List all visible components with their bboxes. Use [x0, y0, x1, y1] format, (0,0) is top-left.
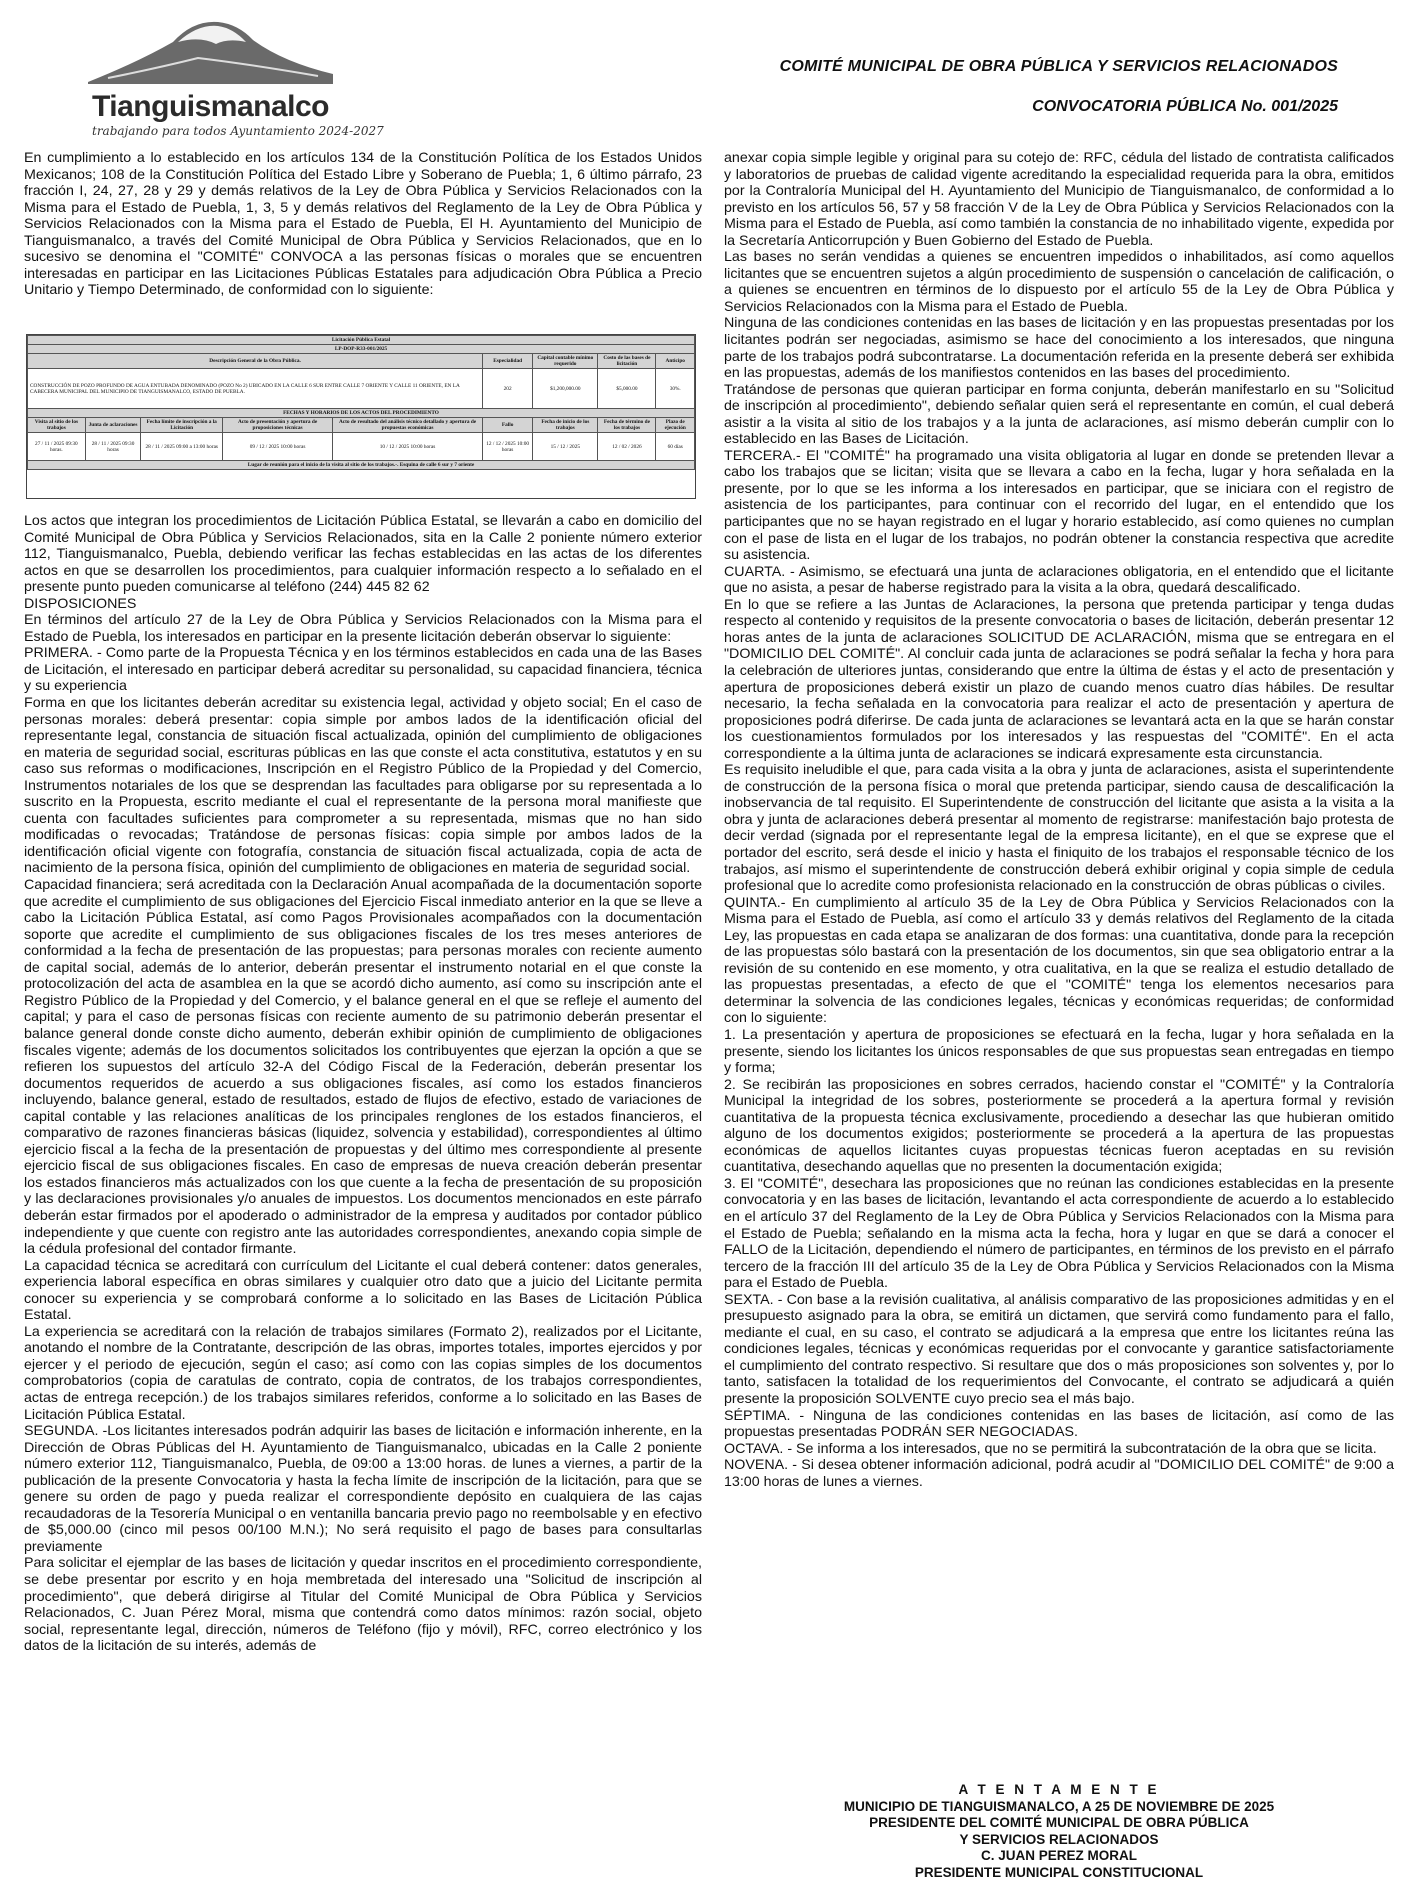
- paragraph: PRIMERA. - Como parte de la Propuesta Técnica y en los términos establecidos en cada una de las Bases de Licitación, el interesado en participar deberá acreditar su personalidad, su capacidad financiera, técnica y su experiencia: [24, 645, 702, 695]
- table-cell: 202: [483, 369, 533, 409]
- table-header-cell: Fecha de inicio de los trabajos: [533, 418, 598, 433]
- table-header-cell: Anticipo: [656, 354, 695, 369]
- table-cell: $5,000.00: [598, 369, 656, 409]
- paragraph: anexar copia simple legible y original para su cotejo de: RFC, cédula del listado de contratista calificados y laboratorios de pruebas de calidad vigente acreditando la especialidad requerida para la obra, emitidos por la Contraloría Municipal del H. Ayuntamiento del Municipio de Tianguismanalco, de conformidad a lo previsto en los artículos 56, 57 y 58 fracción V de la Ley de Obra Pública y Servicios Relacionados con la Misma para el Estado de Puebla, así como también la constancia de no inhabilitado vigente, expedida por la Secretaría Anticorrupción y Buen Gobierno del Estado de Puebla.: [724, 150, 1394, 249]
- paragraph: Ninguna de las condiciones contenidas en las bases de licitación y en las propuestas presentadas por los licitantes podrán ser negociadas, asimismo se hace del conocimiento a los interesados, que ninguna parte de los trabajos podrá subcontratarse. La documentación referida en la presente deberá ser exhibida en las propuestas, además de los manifiestos contenidos en las bases del procedimiento.: [724, 315, 1394, 382]
- table-header-cell: Descripción General de la Obra Pública.: [28, 354, 483, 369]
- logo-tagline: trabajando para todos Ayuntamiento 2024-2027: [92, 124, 384, 138]
- paragraph: Para solicitar el ejemplar de las bases de licitación y quedar inscritos en el procedimiento correspondiente, se debe presentar por escrito y en hoja membretada del interesado una "Solicitud de inscripción al procedimiento", que deberá dirigirse al Titular del Comité Municipal de Obra Pública y Servicios Relacionados, C. Juan Pérez Moral, misma que contendrá como datos mínimos: razón social, objeto social, representante legal, dirección, números de Teléfono (fijo y móvil), RFC, correo electrónico y los datos de la licitación de su interés, además de: [24, 1555, 702, 1655]
- paragraph: Capacidad financiera; será acreditada con la Declaración Anual acompañada de la documentación soporte que acredite el cumplimiento de sus obligaciones del Ejercicio Fiscal inmediato anterior en la que se lleve a cabo la Licitación Pública Estatal, así como Pagos Provisionales acompañados con la documentación soporte que acredite el cumplimiento de sus obligaciones fiscales de los tres meses anteriores de conformidad a la fecha de presentación de las propuestas; para personas morales con reciente aumento de capital social, además de lo anterior, deberán presentar el instrumento notarial en el que conste la protocolización del acta de asamblea en la que se acordó dicho aumento, así como su inscripción ante el Registro Público de la Propiedad y del Comercio, y el balance general en el que se refleje el aumento del capital; y para el caso de personas físicas con reciente aumento de su patrimonio deberán presentar el balance general donde conste dicho aumento, deberán exhibir opinión de cumplimiento de obligaciones fiscales vigente; además de los documentos solicitados los contribuyentes que ejerzan la opción a que se refieren los supuestos del artículo 32-A del Código Fiscal de la Federación, deberán presentar los documentos requeridos de acuerdo a sus obligaciones fiscales, así como los estados financieros incluyendo, balance general, estado de resultados, estado de flujos de efectivo, estado de variaciones de capital contable y las relaciones analíticas de los principales renglones de los estados financieros, el comparativo de razones financieras básicas (liquidez, solvencia y estabilidad), correspondientes al último ejercicio fiscal a la fecha de la presentación de propuestas y del último mes correspondiente al presente ejercicio fiscal de sus obligaciones fiscales. En caso de empresas de nueva creación deberán presentar los estados financieros más actualizados con los que cuente a la fecha de presentación de su proposición y las declaraciones provisionales y/o anuales de impuestos. Los documentos mencionados en este párrafo deberán estar firmados por el apoderado o administrador de la empresa y auditados por contador público independiente y que cuente con registro ante las autoridades correspondientes, anexando copia simple de la cédula profesional del contador firmante.: [24, 877, 702, 1258]
- closing-name: C. JUAN PEREZ MORAL: [980, 1848, 1137, 1863]
- paragraph: Las bases no serán vendidas a quienes se encuentren impedidos o inhabilitados, así como aquellos licitantes que se encuentren sujetos a algún procedimiento de suspensión o cancelación de calificación, o a quienes se encuentren en términos de lo dispuesto por el artículo 55 de la Ley de Obra Pública y Servicios Relacionados con la Misma para el Estado de Puebla.: [724, 249, 1394, 315]
- table-cell: 27 / 11 / 2025 09:30 horas.: [28, 433, 86, 461]
- table-cell: 15 / 12 / 2025: [533, 433, 598, 461]
- table-cell: 30%.: [656, 369, 695, 409]
- paragraph: La experiencia se acreditará con la relación de trabajos similares (Formato 2), realizados por el Licitante, anotando el nombre de la Contratante, descripción de las obras, importes totales, importes ejercidos y por ejercer y el periodo de ejecución, según el caso; así como con las copias simples de los documentos comprobatorios (copia de caratulas de contrato, copia de contratos, de los trabajos correspondientes, actas de entrega recepción.) de los trabajos similares referidos, conforme a lo solicitado en las Bases de Licitación Pública Estatal.: [24, 1323, 702, 1423]
- paragraph: 2. Se recibirán las proposiciones en sobres cerrados, haciendo constar el "COMITÉ" y la Contraloría Municipal la integridad de los sobres, posteriormente se procederá a la apertura formal y revisión cuantitativa de la propuesta técnica exclusivamente, procediendo a desechar las que hubieran omitido alguno de los documentos exigidos; posteriormente se procederá a la apertura de las propuestas económicas de aquellos licitantes cuyas propuestas técnicas fueron aceptadas en su revisión cuantitativa, desechando aquellas que no presenten la documentación exigida;: [724, 1076, 1394, 1176]
- table-header-cell: Especialidad: [483, 354, 533, 369]
- table-cell: 12 / 12 / 2025 10:00 horas: [483, 433, 533, 461]
- closing-role: PRESIDENTE MUNICIPAL CONSTITUCIONAL: [914, 1864, 1204, 1880]
- table-section-title: FECHAS Y HORARIOS DE LOS ACTOS DEL PROCEDIMIENTO: [28, 409, 695, 418]
- table-cell: 09 / 12 / 2025 10:00 horas: [223, 433, 333, 461]
- volcano-logo-icon: [78, 12, 338, 92]
- table-code: LP-DOP-R33-001/2025: [28, 345, 695, 354]
- paragraph: Forma en que los licitantes deberán acreditar su existencia legal, actividad y objeto social; En el caso de personas morales: deberá presentar: copia simple por ambos lados de la identificación oficial del representante legal, constancia de situación fiscal actualizada, opinión del cumplimiento de obligaciones en materia de seguridad social, escrituras públicas en las que conste el acta constitutiva, estatutos y en su caso sus reformas o modificaciones, Inscripción en el Registro Público de la Propiedad y del Comercio, Instrumentos notariales de los que se desprendan las facultades para obligarse por su representada a lo suscrito en la Propuesta, escrito mediante el cual el representante de la persona moral manifieste que cuenta con facultades suficientes para comprometer a su representada, mismas que no han sido modificadas o revocadas; Tratándose de personas físicas: copia simple por ambos lados de la identificación oficial vigente con fotografía, constancia de situación fiscal actualizada, copia de acta de nacimiento de la persona física, opinión del cumplimiento de obligaciones en materia de seguridad social.: [24, 695, 702, 877]
- table-header-cell: Fallo: [483, 418, 533, 433]
- table-header-cell: Plazo de ejecución: [656, 418, 695, 433]
- paragraph: 3. El "COMITÉ", desechara las proposiciones que no reúnan las condiciones establecidas en la presente convocatoria y en las bases de licitación, levantando el acta correspondiente de acuerdo a lo establecido en el artículo 37 del Reglamento de la Ley de Obra Pública y Servicios Relacionados con la Misma para el Estado de Puebla; señalando en la misma acta la fecha, hora y lugar en que se dará a conocer el FALLO de la Licitación, dependiendo el número de participantes, en términos de los previsto en el párrafo tercero de la fracción III del artículo 35 de la Ley de Obra Pública y Servicios Relacionados con la Misma para el Estado de Puebla.: [724, 1175, 1394, 1292]
- intro-paragraph: En cumplimiento a lo establecido en los artículos 134 de la Constitución Política de los Estados Unidos Mexicanos; 108 de la Constitución Política del Estado Libre y Soberano de Puebla; 1, 6 último párrafo, 23 fracción I, 24, 27, 28 y 29 y demás relativos de la Ley de Obra Pública y Servicios Relacionados con la Misma para el Estado de Puebla, 1, 3, 5 y demás relativos del Reglamento de la Ley de Obra Pública y Servicios Relacionados con la Misma para el Estado de Puebla, El H. Ayuntamiento del Municipio de Tianguismanalco, a través del Comité Municipal de Obra Pública y Servicios Relacionados, que en lo sucesivo se denomina el "COMITÉ" CONVOCA a las personas físicas o morales que se encuentren interesadas en participar en las Licitaciones Públicas Estatales para adjudicación Obra Pública a Precio Unitario y Tiempo Determinado, de conformidad con lo siguiente:: [24, 150, 702, 299]
- table-cell: 60 días: [656, 433, 695, 461]
- table-footer: Lugar de reunión para el inicio de la visita al sitio de los trabajos.-. Esquina de calle 6 sur y 7 oriente: [28, 461, 695, 470]
- table-cell: 28 / 11 / 2025 09:30 horas: [85, 433, 141, 461]
- left-column-intro: [24, 150, 702, 299]
- paragraph: La capacidad técnica se acreditará con currículum del Licitante el cual deberá contener: datos generales, experiencia laboral específica en obras similares y cualquier otro dato que a juicio del Licitante permita conocer su experiencia y se comprobará conforme a lo solicitado en las Bases de Licitación Pública Estatal.: [24, 1257, 702, 1324]
- paragraph: En términos del artículo 27 de la Ley de Obra Pública y Servicios Relacionados con la Misma para el Estado de Puebla, los interesados en participar en la presente licitación deberán observar lo siguiente:: [24, 612, 702, 645]
- paragraph: 1. La presentación y apertura de proposiciones se efectuará en la fecha, lugar y hora señalada en la presente, siendo los licitantes los únicos responsables de que sus propuestas sean entregadas en tiempo y forma;: [724, 1026, 1394, 1077]
- table-cell: $1,200,000.00: [533, 369, 598, 409]
- closing-role: PRESIDENTE DEL COMITÉ MUNICIPAL DE OBRA PÚBLICA: [869, 1815, 1249, 1830]
- paragraph: TERCERA.- El "COMITÉ" ha programado una visita obligatoria al lugar en donde se pretenden llevar a cabo los trabajos que se licitan; visita que se llevara a cabo en la fecha, lugar y hora señalada en la presente, por lo que se les informa a los interesados en participar, que se iniciara con el registro de asistencia de los participantes, para continuar con el recorrido del lugar, en el entendido que los participantes que no se hayan registrado en el lugar y horario establecido, así como quienes no cumplan con el pase de lista en el lugar de los trabajos, no podrán obtener la constancia respectiva que acredite su asistencia.: [724, 447, 1394, 564]
- paragraph: SEXTA. - Con base a la revisión cualitativa, al análisis comparativo de las proposiciones admitidas y en el presupuesto asignado para la obra, se emitirá un dictamen, que servirá como fundamento para el fallo, mediante el cual, en su caso, el contrato se adjudicará a la empresa que entre los licitantes reúna las condiciones legales, técnicas y económicas requeridas por el convocante y garantice satisfactoriamente el cumplimiento del contrato respectivo. Si resultare que dos o más proposiciones son solventes y, por lo tanto, satisfacen la totalidad de los requerimientos del Convocante, el contrato se adjudicará a quién presente la proposición SOLVENTE cuyo precio sea el más bajo.: [724, 1291, 1394, 1408]
- municipal-logo: [78, 12, 384, 138]
- table-cell: 12 / 02 / 2026: [598, 433, 656, 461]
- paragraph: NOVENA. - Si desea obtener información adicional, podrá acudir al "DOMICILIO DEL COMITÉ" de 9:00 a 13:00 horas de lunes a viernes.: [724, 1457, 1394, 1490]
- paragraph: OCTAVA. - Se informa a los interesados, que no se permitirá la subcontratación de la obra que se licita.: [724, 1440, 1377, 1457]
- paragraph: Tratándose de personas que quieran participar en forma conjunta, deberán manifestarlo en su "Solicitud de inscripción al procedimiento", debiendo señalar quien será el representante en común, el cual deberá asistir a la visita al sitio de los trabajos y a la junta de aclaraciones, así mismo deberán cumplir con lo establecido en las Bases de Licitación.: [724, 381, 1394, 448]
- table-header-cell: Fecha límite de inscripción a la Licitación: [141, 418, 223, 433]
- left-column-body: [24, 513, 702, 1655]
- table-cell: 10 / 12 / 2025 10:00 horas: [333, 433, 483, 461]
- paragraph: En lo que se refiere a las Juntas de Aclaraciones, la persona que pretenda participar y tenga dudas respecto al contenido y requisitos de la presente convocatoria o bases de licitación, deberán presentar 12 horas antes de la junta de aclaraciones SOLICITUD DE ACLARACIÓN, misma que se entregara en el "DOMICILIO DEL COMITÉ". Al concluir cada junta de aclaraciones se podrá señalar la fecha y hora para la celebración de ulteriores juntas, considerando que entre la última de éstas y el acto de presentación y apertura de proposiciones deberá existir un plazo de cuando menos cuatro días hábiles. De resultar necesario, la fecha señalada en la convocatoria para realizar el acto de presentación y apertura de proposiciones podrá diferirse. De cada junta de aclaraciones se levantará acta en la que se harán constar los cuestionamientos formulados por los interesados y las respuestas del "COMITÉ". En el acta correspondiente a la última junta de aclaraciones se indicará expresamente esta circunstancia.: [724, 596, 1394, 762]
- section-heading: DISPOSICIONES: [24, 595, 137, 612]
- document-title: COMITÉ MUNICIPAL DE OBRA PÚBLICA Y SERVICIOS RELACIONADOS: [779, 58, 1338, 75]
- closing-place-date: MUNICIPIO DE TIANGUISMANALCO, A 25 DE NOVIEMBRE DE 2025: [843, 1798, 1275, 1814]
- right-column: [724, 150, 1394, 1490]
- logo-wordmark: Tianguismanalco: [92, 90, 330, 123]
- table-title: Licitación Pública Estatal: [28, 336, 695, 345]
- closing-atentamente: A T E N T A M E N T E: [958, 1782, 1160, 1797]
- table-header-cell: Fecha de término de los trabajos: [598, 418, 656, 433]
- paragraph: Los actos que integran los procedimientos de Licitación Pública Estatal, se llevarán a cabo en domicilio del Comité Municipal de Obra Pública y Servicios Relacionados, sita en la Calle 2 poniente número exterior 112, Tianguismanalco, Puebla, debiendo verificar las fechas establecidas en las actas de los diferentes actos en que se desarrollen los procedimientos, para cualquier información respecto a lo señalado en el presente punto pueden comunicarse al teléfono (244) 445 82 62: [24, 513, 702, 596]
- table-header-cell: Costo de las bases de licitación: [598, 354, 656, 369]
- table-cell: 28 / 11 / 2025 09:00 a 13:00 horas: [141, 433, 223, 461]
- table-cell: CONSTRUCCIÓN DE POZO PROFUNDO DE AGUA ENTUBADA DENOMINADO (POZO No 2) UBICADO EN LA CALLE 6 SUR ENTRE CALLE 7 ORIENTE Y CALLE 11 ORIENTE, EN LA CABECERA MUNICIPAL DEL MUNICIPIO DE TIANGUISMANALCO, ESTADO DE PUEBLA.: [28, 369, 483, 409]
- bidding-table: [26, 334, 696, 499]
- table-header-cell: Junta de aclaraciones: [85, 418, 141, 433]
- paragraph: Es requisito ineludible el que, para cada visita a la obra y junta de aclaraciones, asista el superintendente de construcción de la persona física o moral que pretenda participar, siendo causa de descalificación la inobservancia de tal requisito. El Superintendente de construcción del licitante que asista a la visita a la obra y junta de aclaraciones deberá presentar al momento de registrarse: manifestación bajo protesta de decir verdad (signada por el representante legal de la empresa licitante), en el que se exprese que el portador del escrito, será desde el inicio y hasta el finiquito de los trabajos el responsable técnico de los trabajos, así mismo el superintendente de construcción deberá exhibir original y copia simple de cedula profesional que lo acredite como profesionista relacionado en la construcción de obras públicas o civiles.: [724, 762, 1394, 895]
- table-header-cell: Acto de resultado del análisis técnico detallado y apertura de propuestas económicas: [333, 418, 483, 433]
- table-header-cell: Acto de presentación y apertura de proposiciones técnicas: [223, 418, 333, 433]
- document-subtitle: CONVOCATORIA PÚBLICA No. 001/2025: [1032, 98, 1338, 115]
- paragraph: QUINTA.- En cumplimiento al artículo 35 de la Ley de Obra Pública y Servicios Relacionados con la Misma para el Estado de Puebla, así como el artículo 33 y demás relativos del Reglamento de la citada Ley, las propuestas en cada etapa se analizaran de dos formas: una cuantitativa, donde para la recepción de las propuestas sólo bastará con la presentación de los documentos, sin que sea obligatorio entrar a la revisión de su contenido en ese momento, y otra cualitativa, en la que se realiza el estudio detallado de las propuestas presentadas, a efecto de que el "COMITÉ" tenga los elementos necesarios para determinar la solvencia de las condiciones legales, técnicas y económicas requeridas; de conformidad con lo siguiente:: [724, 894, 1394, 1027]
- table-header-cell: Capital contable mínimo requerido: [533, 354, 598, 369]
- signature-block: [724, 1782, 1394, 1881]
- paragraph: CUARTA. - Asimismo, se efectuará una junta de aclaraciones obligatoria, en el entendido que el licitante que no asista, a pesar de haberse registrado para la visita a la obra, quedará descalificado.: [724, 563, 1394, 597]
- paragraph: SEGUNDA. -Los licitantes interesados podrán adquirir las bases de licitación e información inherente, en la Dirección de Obras Públicas del H. Ayuntamiento de Tianguismanalco, ubicadas en la Calle 2 poniente número exterior 112, Tianguismanalco, Puebla, de 09:00 a 13:00 horas. de lunes a viernes, a partir de la publicación de la presente Convocatoria y hasta la fecha límite de inscripción de la licitación, para que se genere su orden de pago y pueda realizar el correspondiente depósito en cualquiera de las cajas recaudadoras de la Tesorería Municipal o en ventanilla bancaria previo pago no reembolsable y en efectivo de $5,000.00 (cinco mil pesos 00/100 M.N.); No será requisito el pago de bases para consultarlas previamente: [24, 1423, 702, 1555]
- table-header-cell: Visita al sitio de los trabajos: [28, 418, 86, 433]
- paragraph: SÉPTIMA. - Ninguna de las condiciones contenidas en las bases de licitación, así como de las propuestas presentadas PODRÁN SER NEGOCIADAS.: [724, 1407, 1394, 1441]
- closing-role: Y SERVICIOS RELACIONADOS: [959, 1831, 1159, 1847]
